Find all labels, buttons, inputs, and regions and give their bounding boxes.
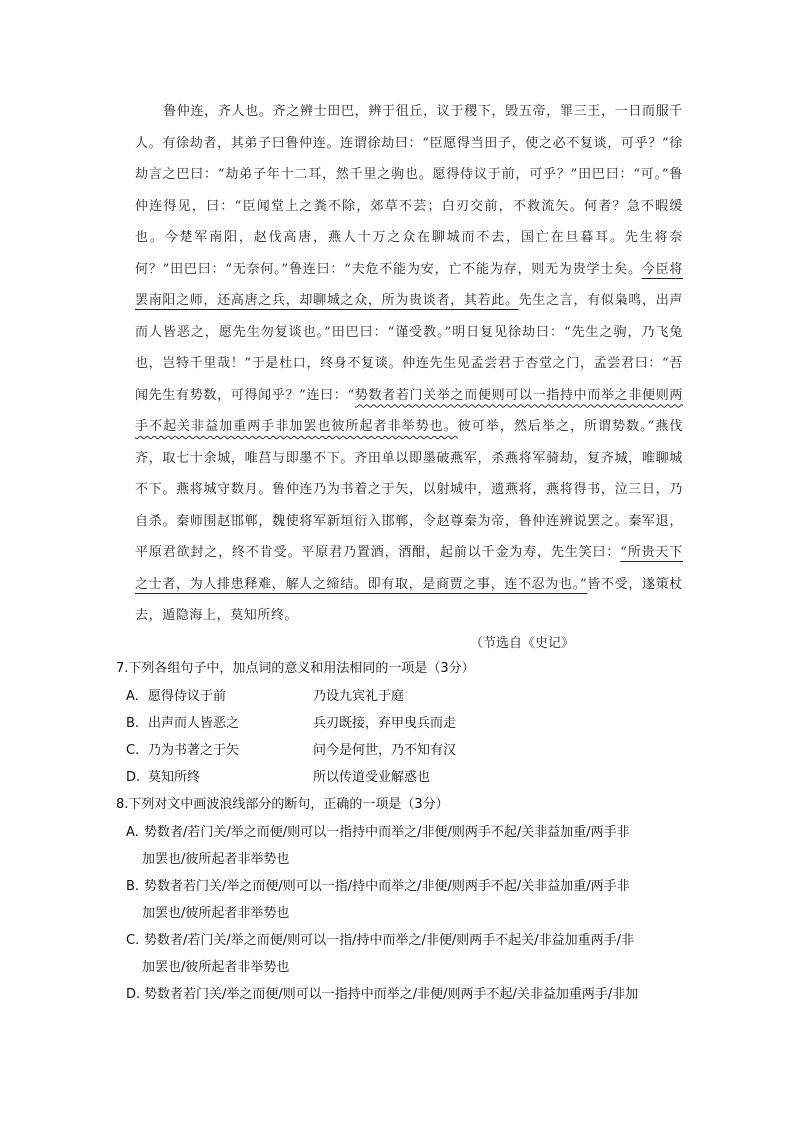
option-text-line-2: 加罢也/彼所起者非举势也 <box>142 852 290 867</box>
option-letter: C. <box>126 933 140 948</box>
question-8-option-a <box>126 819 682 873</box>
option-right-sentence: 所以传道受业解惑也 <box>313 770 431 785</box>
question-7-stem: 7.下列各组句子中，加点词的意义和用法相同的一项是（3分） <box>116 661 475 676</box>
passage-text-2: 先生之言，有似枭鸣，出声而人皆恶之，愿先生勿复谈也。”田巴曰：“谨受教。”明日复见徐劫曰：“先生之驹，乃飞兔也，岂特千里哉！”于是杜口，终身不复谈。仲连先生见孟尝君于杏堂之门，孟尝君曰：“吾闻先生有势数，可得闻乎？”连曰：“ <box>135 293 683 403</box>
passage-text-1: 鲁仲连，齐人也。齐之辨士田巴，辨于徂丘，议于稷下，毁五帝，罪三王，一日而服千人。有徐劫者，其弟子曰鲁仲连。连谓徐劫曰：“臣愿得当田子，使之必不复谈，可乎？”徐劫言之巴曰：“劫弟子年十二耳，然千里之驹也。愿得侍议于前，可乎？”田巴曰：“可。”鲁仲连得见，曰：“臣闻堂上之粪不除，郊草不芸；白刃交前，不救流矢。何者？急不暇缓也。今楚军南阳，赵伐高唐，燕人十万之众在聊城而不去，国亡在旦暮耳。先生将奈何？”田巴曰：“无奈何。”鲁连曰：“夫危不能为安，亡不能为存，则无为贵学士矣。 <box>135 104 683 277</box>
question-7-option-b <box>126 712 456 731</box>
option-right-sentence: 乃设九宾礼于庭 <box>313 689 405 704</box>
option-text-line-1: 势数者/若门关/举之而便/则可以一指/持中而举之/非便/则两手不起关/非益加重两手/非 <box>144 933 635 948</box>
question-7-option-a <box>126 685 404 704</box>
underlined-sentence-1: 今臣将罢南阳之师，还高唐之兵，却聊城之众，所为贵谈者，其若此。 <box>135 261 683 308</box>
passage-text-3: 彼可举，然后举之，所谓势数。”燕伐齐，取七十余城，唯莒与即墨不下。齐田单以即墨破燕军，杀燕将军骑劫，复齐城，唯聊城不下。燕将城守数月。鲁仲连乃为书着之于矢，以射城中，遗燕将，燕将得书，泣三日，乃自杀。秦师围赵邯郸，魏使将军新垣衍入邯郸，令赵尊秦为帝，鲁仲连辨说罢之。秦军退，平原君欲封之，终不肯受。平原君乃置酒，酒酣，起前以千金为寿，先生笑曰： <box>135 419 683 560</box>
option-left-sentence: 莫知所终 <box>148 770 201 785</box>
option-letter: C. <box>126 743 140 758</box>
question-8-option-c <box>126 927 682 981</box>
underlined-sentence-2: “所贵天下之士者，为人排患释难，解人之缔结。即有取，是商贾之事，连不忍为也。” <box>135 545 683 592</box>
question-8-stem: 8.下列对文中画波浪线部分的断句，正确的一项是（3分） <box>116 797 449 812</box>
option-left-sentence: 愿得侍议于前 <box>148 689 227 704</box>
question-7-option-c <box>126 739 456 758</box>
passage-text-4: 皆不受，遂策杖去，遁隐海上，莫知所终。 <box>135 576 684 623</box>
option-text-line-1: 势数者若门关/举之而便/则可以一指持中而举之/非便/则两手不起/关非益加重两手/非加 <box>144 987 639 1002</box>
source-citation: （节选自《史记》 <box>470 636 575 651</box>
question-7-option-d <box>126 766 430 785</box>
option-letter: B. <box>126 716 140 731</box>
option-letter: D. <box>126 770 141 785</box>
option-letter: A. <box>126 689 139 704</box>
question-8-option-d <box>126 981 682 1008</box>
option-left-sentence: 出声而人皆恶之 <box>148 716 240 731</box>
classical-passage <box>135 96 683 632</box>
option-text-line-2: 加罢也/彼所起者非举势也 <box>142 960 290 975</box>
option-letter: B. <box>126 879 140 894</box>
option-left-sentence: 乃为书著之于矢 <box>148 743 240 758</box>
option-text-line-1: 势数者/若门关/举之而便/则可以一指持中而举之/非便/则两手不起/关非益加重/两手非 <box>144 825 630 840</box>
wavy-underlined-passage: 势数者若门关举之而便则可以一指持中而举之非便则两手不起关非益加重两手非加罢也彼所起者非举势也。 <box>135 387 683 434</box>
option-right-sentence: 兵刃既接，弃甲曳兵而走 <box>313 716 457 731</box>
question-8-option-b <box>126 873 682 927</box>
option-letter: A. <box>126 825 139 840</box>
option-letter: D. <box>126 987 141 1002</box>
option-right-sentence: 问今是何世，乃不知有汉 <box>313 743 457 758</box>
option-text-line-2: 加罢也/彼所起者非举势也 <box>142 906 290 921</box>
option-text-line-1: 势数者若门关/举之而便/则可以一指/持中而举之/非便/则两手不起/关非益加重/两手非 <box>144 879 630 894</box>
